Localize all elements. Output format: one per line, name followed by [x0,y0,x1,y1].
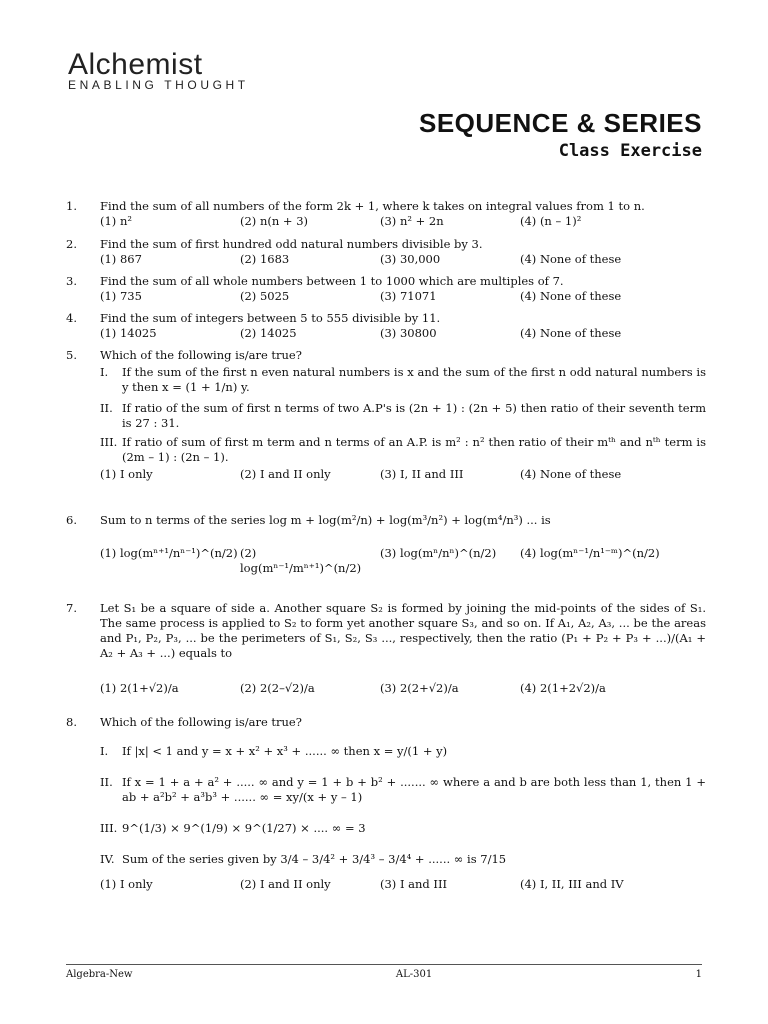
footer-center: AL-301 [395,969,433,980]
statement-text: Sum of the series given by 3/4 – 3/4² + 3/4³ – 3/4⁴ + ...... ∞ is 7/15 [122,852,507,866]
options-row [100,681,706,696]
statement [100,744,706,759]
question-7 [66,601,706,696]
option: (1) n² [100,214,132,228]
question-number: 7. [66,601,77,615]
options-row [100,467,706,482]
logo [68,48,249,92]
question-text: Which of the following is/are true? [100,348,302,362]
question-text: Sum to n terms of the series log m + log(m²/n) + log(m³/n²) + log(m⁴/n³) ... is [100,513,551,527]
option: (4) I, II, III and IV [520,877,624,891]
statement [100,401,706,431]
statement-text: If ratio of the sum of first n terms of two A.P's is (2n + 1) : (2n + 5) then ratio of their seventh term is 27 : 31. [122,401,706,430]
option: (2) n(n + 3) [240,214,308,228]
page-title: SEQUENCE & SERIES [418,108,702,138]
option: (3) 30800 [380,326,437,340]
option: (2) 2(2–√2)/a [240,681,315,695]
statement-number: I. [100,744,109,758]
option: (3) 30,000 [380,252,441,266]
option: (4) None of these [520,252,622,266]
page-number: 1 [695,969,702,980]
statement-text: If ratio of sum of first m term and n terms of an A.P. is m² : n² then ratio of their mᵗʰ and nᵗʰ term is (2m – 1) : (2n – 1). [122,435,706,464]
statement-number: III. [100,435,118,449]
option: (1) 867 [100,252,142,266]
statement-text: If the sum of the first n even natural numbers is x and the sum of the first n odd natural numbers is y then x = (1 + 1/n) y. [122,365,706,394]
option: (2) 1683 [240,252,290,266]
options-row [100,214,706,229]
options-row [100,326,706,341]
option: (3) log(mⁿ/nⁿ)^(n/2) [380,546,497,560]
question-number: 8. [66,715,77,729]
question-text: Find the sum of all whole numbers between 1 to 1000 which are multiples of 7. [100,274,564,288]
options-row [100,546,706,576]
option: (2) I and II only [240,467,331,481]
question-text: Which of the following is/are true? [100,715,302,729]
question-number: 2. [66,237,77,251]
option: (3) 71071 [380,289,437,303]
option: (3) 2(2+√2)/a [380,681,459,695]
statement [100,821,706,836]
question-1 [66,199,706,229]
option: (4) None of these [520,467,622,481]
question-text: Find the sum of first hundred odd natural numbers divisible by 3. [100,237,483,251]
question-5 [66,348,706,482]
statement-text: 9^(1/3) × 9^(1/9) × 9^(1/27) × .... ∞ = 3 [122,821,366,835]
option: (4) (n – 1)² [520,214,582,228]
option: (3) I and III [380,877,448,891]
option: (1) I only [100,467,153,481]
statement-number: II. [100,775,113,789]
statement-number: III. [100,821,118,835]
options-row [100,877,706,892]
statement-text: If |x| < 1 and y = x + x² + x³ + ...... ∞ then x = y/(1 + y) [122,744,448,758]
question-8 [66,715,706,892]
question-6 [66,513,706,576]
question-number: 5. [66,348,77,362]
question-text: Find the sum of all numbers of the form 2k + 1, where k takes on integral values from 1 to n. [100,199,645,213]
statement-number: IV. [100,852,115,866]
question-number: 3. [66,274,77,288]
option: (1) I only [100,877,153,891]
statement [100,852,706,867]
option: (4) None of these [520,289,622,303]
option: (2) log(mⁿ⁻¹/mⁿ⁺¹)^(n/2) [240,546,362,575]
statement [100,365,706,395]
option: (2) 14025 [240,326,297,340]
option: (4) 2(1+2√2)/a [520,681,606,695]
page-header [419,108,702,161]
option: (1) 14025 [100,326,157,340]
statement [100,435,706,465]
option: (1) 2(1+√2)/a [100,681,179,695]
logo-tagline: ENABLING THOUGHT [68,78,249,92]
options-row [100,252,706,267]
option: (1) 735 [100,289,142,303]
option: (2) I and II only [240,877,331,891]
option: (1) log(mⁿ⁺¹/nⁿ⁻¹)^(n/2) [100,546,238,560]
statement-number: I. [100,365,109,379]
question-3 [66,274,706,304]
option: (2) 5025 [240,289,290,303]
question-text: Let S₁ be a square of side a. Another square S₂ is formed by joining the mid-points of the sides of S₁. The same process is applied to S₂ to form yet another square S₃, and so on. If A₁, A₂, A₃, ... be the areas and P₁, P₂, P₃, ... be the perimeters of S₁, S₂, S₃ ..., respectively, then the ratio (P₁ + P₂ + P₃ + ...)/(A₁ + A₂ + A₃ + ...) equals to [100,601,706,660]
question-4 [66,311,706,341]
question-text: Find the sum of integers between 5 to 555 divisible by 11. [100,311,441,325]
page-footer [66,964,702,980]
question-number: 4. [66,311,77,325]
logo-name: Alchemist [68,48,203,81]
question-number: 6. [66,513,77,527]
question-2 [66,237,706,267]
footer-left: Algebra-New [66,969,133,980]
option: (3) I, II and III [380,467,464,481]
page-subtitle: Class Exercise [558,141,702,161]
option: (3) n² + 2n [380,214,444,228]
option: (4) None of these [520,326,622,340]
options-row [100,289,706,304]
statement-text: If x = 1 + a + a² + ..... ∞ and y = 1 + b + b² + ....... ∞ where a and b are both less than 1, then 1 + ab + a²b² + a³b³ + ...... ∞ = xy/(x + y – 1) [122,775,706,804]
statement [100,775,706,805]
question-number: 1. [66,199,77,213]
option: (4) log(mⁿ⁻¹/n¹⁻ᵐ)^(n/2) [520,546,660,560]
statement-number: II. [100,401,113,415]
